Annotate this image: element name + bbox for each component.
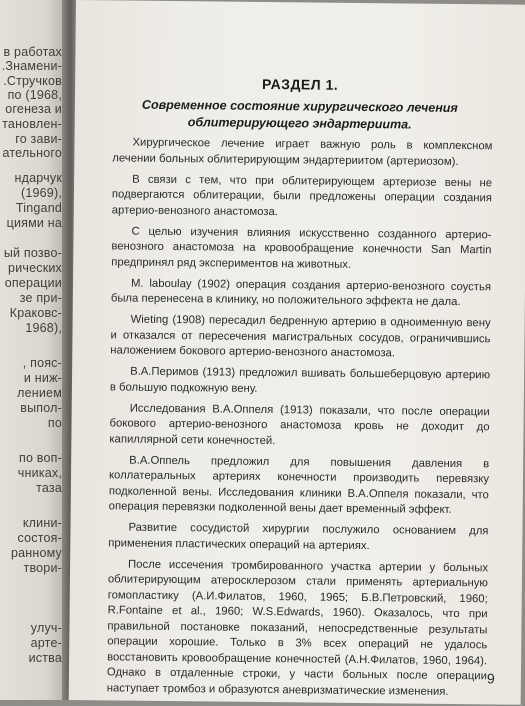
left-page-fragment: выпол-: [20, 401, 62, 415]
left-page-fragment: ндарчук: [14, 171, 62, 185]
left-page-fragment: таза: [36, 481, 62, 495]
paragraph: В.А.Оппель предложил для повышения давления в коллатеральных артериях конечности производить перевязку подколенной вены. Исследования клиники В.А.Оппеля показали, что операция перевязки подколенной вены дает временный эффект.: [108, 454, 490, 516]
paragraph: Wieting (1908) пересадил бедренную артерию в одноименную вену и отказался от пересечения магистральных сосудов, ограничившись наложением бокового артерио-венозного анастомоза.: [110, 313, 491, 360]
paragraph: Развитие сосудистой хирургии послужило основанием для применения пластических операций на артериях.: [108, 521, 489, 552]
paragraph: В связи с тем, что при облитерирующем артериозе вены не подвергаются облитерации, были предложены операции создания артерио-венозного анастомоза.: [111, 173, 493, 218]
paragraph: После иссечения тромбированного участка артерии у больных облитерирующим атеросклерозом стали применять артериальную гомопластику (А.И.Филатов, 1960, 1965; Б.В.Петровский, 1960; R.Fontaine et al., 1960; W.S.Edwards, 1960). Оказалось, что при правильной постановке показаний, непосредственные результаты операции хорошие. Только в 3% всех операций не удалось восстановить кровообращение конечностей (А.Н.Филатов, 1960, 1964). Однако в отдаленные строки, у части больных после операции наступает тромбоз и образуются аневризматические изменения.: [106, 558, 489, 698]
left-page-fragment: иства: [28, 651, 62, 665]
left-page-fragment: , пояс-: [22, 356, 62, 370]
left-page-fragment: состоя-: [17, 531, 62, 545]
left-page-fragment: .Стручков: [3, 74, 62, 88]
left-page-fragment: го зави-: [15, 132, 62, 146]
left-page-fragment: тановлен-: [2, 117, 62, 131]
left-page-fragment: по воп-: [19, 451, 62, 465]
paragraph: В.А.Перимов (1913) предложил вшивать большеберцовую артерию в большую подкожную вену.: [109, 365, 491, 395]
left-page-fragment: ранному: [10, 546, 62, 560]
paragraph: С целью изучения влияния искусственно созданного артерио-венозного анастомоза на кровообращение конечности San Martin предпринял ряд экспериментов на животных.: [111, 225, 492, 271]
left-page-fragment: циями на: [6, 216, 62, 230]
left-page-fragment: операции: [4, 276, 62, 290]
left-page-fragment: по (1968,: [7, 88, 62, 102]
left-page-fragment: и ниж-: [23, 371, 62, 385]
subtitle-line-1: Современное состояние хирургического лечения: [141, 97, 458, 116]
left-page-fragment: в работах: [3, 45, 62, 59]
body-text: [107, 135, 493, 705]
section-heading: РАЗДЕЛ 1.: [261, 75, 339, 93]
left-page-fragment: Tingand: [15, 201, 62, 215]
page-number: 9: [486, 670, 495, 687]
left-page-fragment: зе при-: [19, 291, 62, 305]
left-page-fragment: .Знамени-: [1, 59, 62, 73]
left-page-fragment: арте-: [30, 636, 62, 650]
left-page-fragment: (1969),: [20, 186, 62, 200]
left-page-fragment: рических: [8, 261, 62, 275]
section-subtitle: [105, 96, 495, 134]
left-page-fragment: огенеза и: [5, 102, 62, 116]
left-page-fragment: чниках,: [17, 466, 62, 480]
left-page-fragment: ательного: [2, 146, 62, 160]
left-page: [0, 0, 66, 700]
paragraph: Исследования В.А.Оппеля (1913) показали, что после операции бокового артерио-венозного анастомоза кровь не доходит до капиллярной сети конечностей.: [109, 402, 490, 447]
paragraph: M. laboulay (1902) операция создания артерио-венозного соустья была перенесена в клинику, но положительного эффекта не дала.: [110, 277, 492, 309]
left-page-fragment: лением: [17, 386, 62, 400]
paragraph: Хирургическое лечение играет важную роль в комплексном лечении больных облитерирующим эндартериитом (артериозом).: [112, 136, 493, 168]
left-page-fragment: улуч-: [30, 621, 62, 635]
left-page-fragment: Краковс-: [9, 306, 62, 320]
left-page-fragment: твори-: [23, 561, 62, 575]
left-page-fragment: 1968),: [25, 321, 62, 335]
left-page-fragment: ый позво-: [3, 246, 62, 260]
subtitle-line-2: облитерирующего эндартериита.: [187, 115, 412, 132]
left-page-fragment: клини-: [22, 516, 62, 530]
right-page: [69, 0, 525, 705]
left-page-fragment: по: [47, 416, 62, 430]
